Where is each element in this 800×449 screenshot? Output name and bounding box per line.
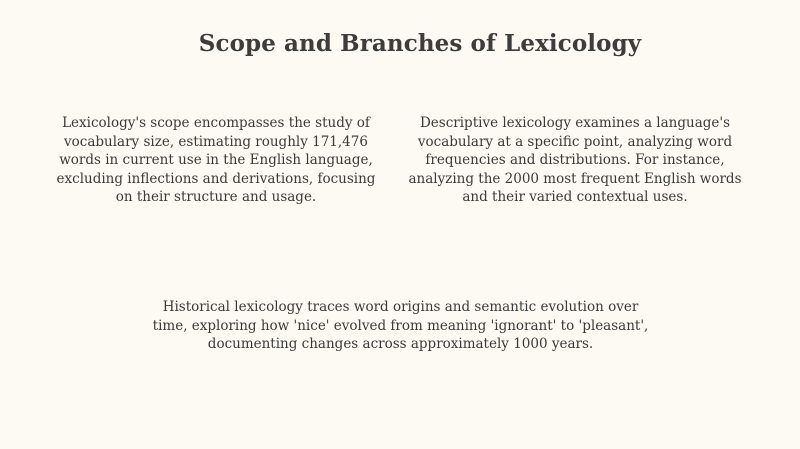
descriptive-lexicology-paragraph: Descriptive lexicology examines a language's vocabulary at a specific point, analyzing word frequencies and distributions. For instance, analyzing the 2000 most frequent English words and their varied contextual uses. [408,115,742,205]
slide-title: Scope and Branches of Lexicology [198,30,642,57]
scope-paragraph: Lexicology's scope encompasses the study of vocabulary size, estimating roughly 171,476 words in current use in the English language, excluding inflections and derivations, focusing on their structure and usage. [56,115,376,205]
historical-lexicology-paragraph: Historical lexicology traces word origins and semantic evolution over time, exploring how 'nice' evolved from meaning 'ignorant' to 'pleasant', documenting changes across approximately 1000 years. [152,299,649,352]
